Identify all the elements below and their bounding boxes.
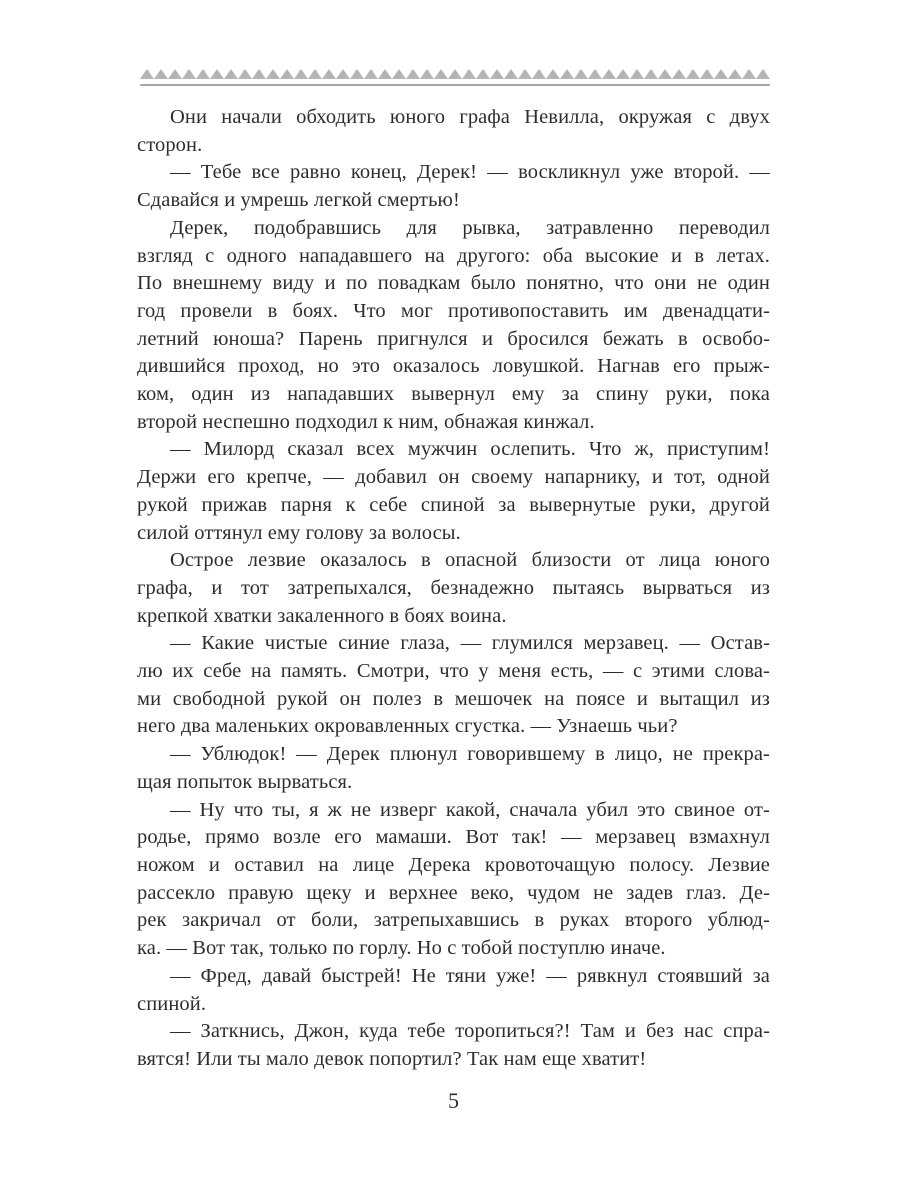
paragraph bbox=[137, 1018, 770, 1073]
page-number: 5 bbox=[448, 1088, 459, 1113]
text-line: летний юноша? Парень пригнулся и бросился бежать в освобо- bbox=[137, 327, 770, 350]
text-line: рек закричал от боли, затрепыхавшись в руках второго ублюд- bbox=[137, 909, 770, 932]
text-line: ми свободной рукой он полез в мешочек на поясе и вытащил из bbox=[137, 687, 770, 710]
text-line: сторон. bbox=[137, 133, 203, 156]
text-line: родье, прямо возле его мамаши. Вот так! — мерзавец взмахнул bbox=[137, 826, 770, 849]
text-line: ножом и оставил на лице Дерека кровоточащую полосу. Лезвие bbox=[137, 853, 770, 876]
text-line: силой оттянул ему голову за волосы. bbox=[137, 521, 461, 544]
text-line: — Фред, давай быстрей! Не тяни уже! — рявкнул стоявший за bbox=[170, 964, 770, 987]
text-line: вятся! Или ты мало девок попортил? Так нам еще хватит! bbox=[137, 1047, 647, 1070]
text-line: рукой прижав парня к себе спиной за вывернутые руки, другой bbox=[137, 493, 770, 516]
ornament-rule bbox=[140, 84, 770, 86]
text-line: Острое лезвие оказалось в опасной близости от лица юного bbox=[170, 549, 770, 572]
text-line: — Ублюдок! — Дерек плюнул говорившему в лицо, не прекра- bbox=[170, 743, 770, 766]
paragraph bbox=[137, 741, 770, 796]
text-line: Держи его крепче, — добавил он своему напарнику, и тот, одной bbox=[137, 466, 770, 489]
text-line: — Заткнись, Джон, куда тебе торопиться?! Там и без нас спра- bbox=[170, 1020, 770, 1043]
text-line: лю их себе на память. Смотри, что у меня есть, — с этими слова- bbox=[137, 660, 770, 683]
text-line: щая попыток вырваться. bbox=[137, 770, 353, 793]
text-line: ком, один из нападавших вывернул ему за спину руки, пока bbox=[137, 383, 770, 406]
paragraph bbox=[137, 797, 770, 963]
text-line: Сдавайся и умрешь легкой смертью! bbox=[137, 189, 460, 212]
text-line: — Какие чистые синие глаза, — глумился мерзавец. — Остав- bbox=[170, 632, 770, 655]
text-line: ка. — Вот так, только по горлу. Но с тобой поступлю иначе. bbox=[137, 937, 666, 960]
text-line: Дерек, подобравшись для рывка, затравленно переводил bbox=[170, 216, 770, 239]
text-line: По внешнему виду и по повадкам было понятно, что они не один bbox=[137, 272, 770, 295]
ornament-triangles bbox=[140, 69, 770, 79]
text-block bbox=[137, 104, 770, 1074]
paragraph bbox=[137, 963, 770, 1018]
ornament bbox=[140, 69, 770, 86]
paragraph bbox=[137, 547, 770, 630]
text-line: взгляд с одного нападавшего на другого: оба высокие и в летах. bbox=[137, 244, 770, 267]
paragraph bbox=[137, 104, 770, 159]
paragraph bbox=[137, 159, 770, 214]
text-line: Они начали обходить юного графа Невилла, окружая с двух bbox=[170, 106, 770, 128]
text-line: второй неспешно подходил к ним, обнажая кинжал. bbox=[137, 410, 595, 433]
paragraph bbox=[137, 215, 770, 437]
text-line: крепкой хватки закаленного в боях воина. bbox=[137, 604, 507, 627]
text-line: спиной. bbox=[137, 992, 207, 1015]
text-line: — Ну что ты, я ж не изверг какой, сначала убил это свиное от- bbox=[170, 798, 770, 821]
text-line: год провели в боях. Что мог противопоставить им двенадцати- bbox=[137, 299, 770, 322]
text-line: него два маленьких окровавленных сгустка. — Узнаешь чьи? bbox=[137, 715, 678, 738]
text-line: рассекло правую щеку и верхнее веко, чудом не задев глаз. Де- bbox=[137, 881, 770, 904]
text-line: — Тебе все равно конец, Дерек! — воскликнул уже второй. — bbox=[170, 161, 770, 184]
paragraph bbox=[137, 436, 770, 547]
text-line: графа, и тот затрепыхался, безнадежно пытаясь вырваться из bbox=[137, 576, 770, 599]
paragraph bbox=[137, 630, 770, 741]
text-line: — Милорд сказал всех мужчин ослепить. Что ж, приступим! bbox=[170, 438, 770, 461]
text-line: дившийся проход, но это оказалось ловушкой. Нагнав его прыж- bbox=[137, 355, 770, 378]
